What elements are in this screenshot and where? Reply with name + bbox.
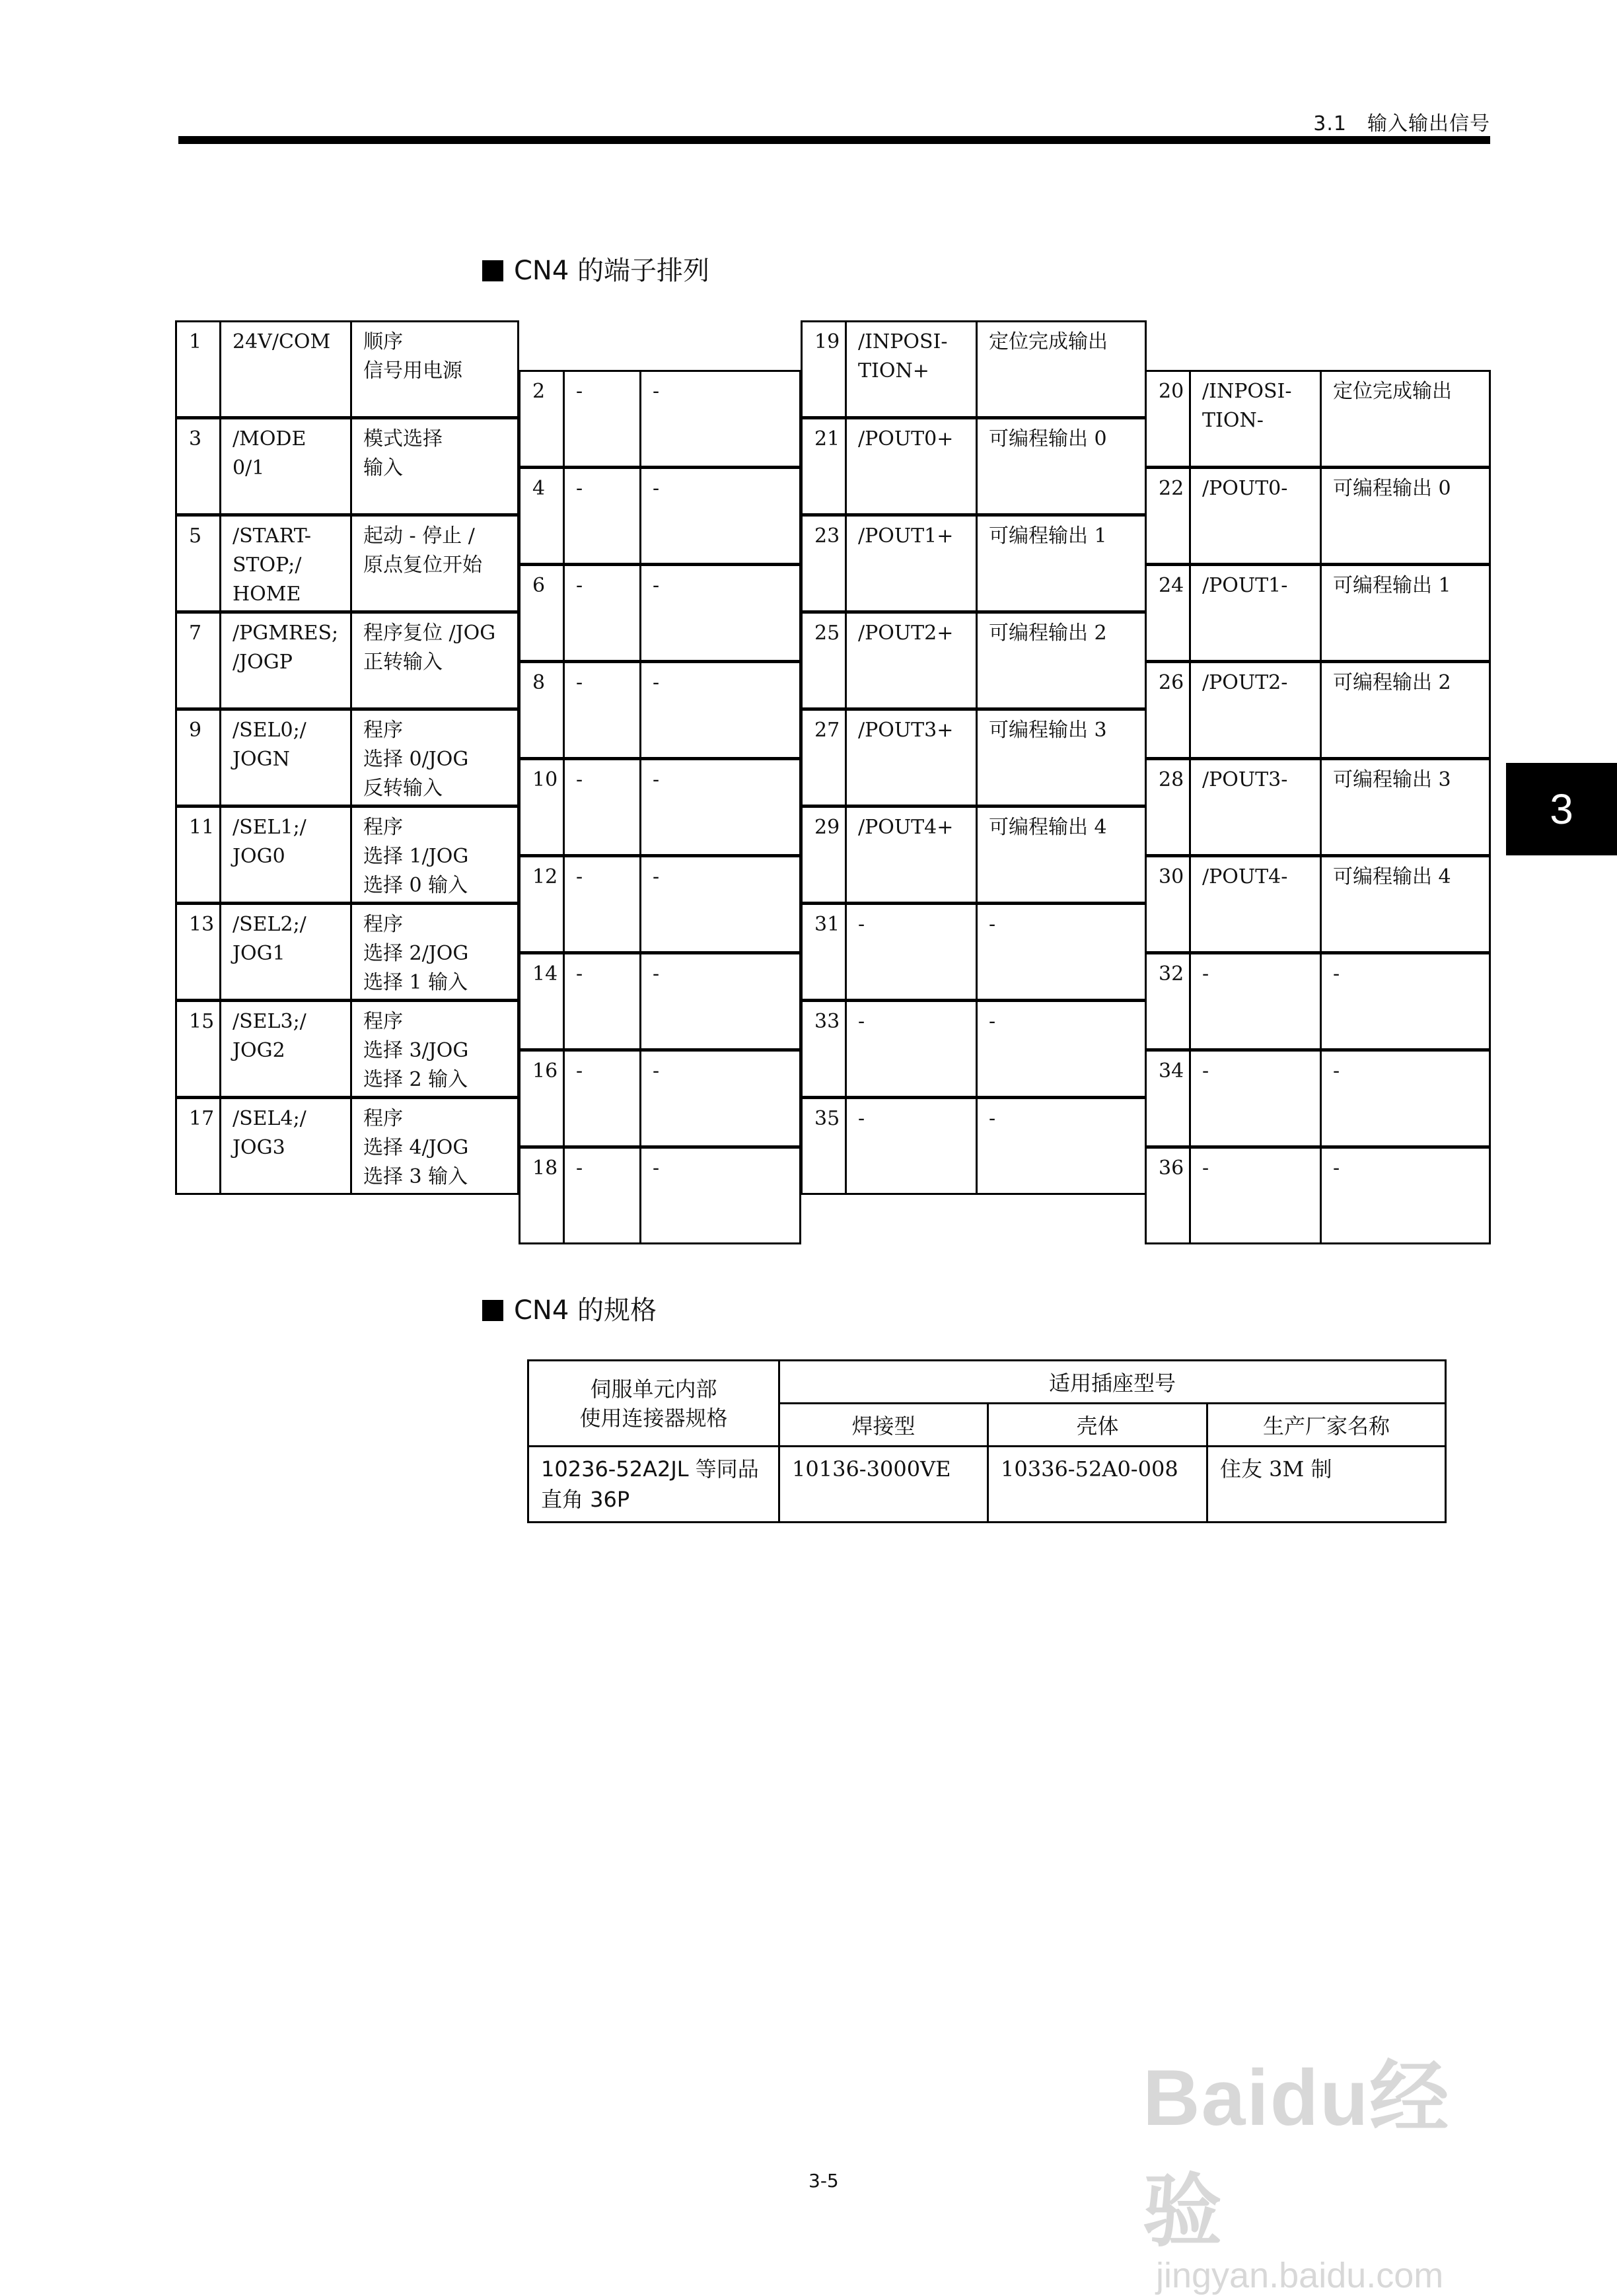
column-divider — [845, 905, 847, 999]
pin-function: - — [653, 574, 660, 597]
pin-function: 可编程输出 1 — [989, 524, 1107, 548]
pin-row — [1145, 855, 1491, 953]
pin-function: 定位完成输出 — [989, 330, 1108, 353]
pin-signal: /SEL4;/ JOG3 — [233, 1107, 306, 1159]
column-divider — [845, 419, 847, 513]
column-divider — [563, 857, 565, 951]
pin-signal: - — [858, 913, 865, 936]
pin-row — [519, 564, 801, 662]
pin-number: 16 — [532, 1059, 558, 1083]
column-divider — [563, 760, 565, 854]
pin-function: 定位完成输出 — [1333, 380, 1452, 403]
spec-header-connector: 伺服单元内部 使用连接器规格 — [528, 1361, 779, 1447]
column-divider — [1189, 663, 1191, 757]
pin-function: - — [989, 1010, 996, 1033]
pin-signal: /POUT1- — [1202, 574, 1288, 597]
column-divider — [219, 711, 221, 805]
pin-function: - — [653, 380, 660, 403]
pin-number: 2 — [532, 380, 546, 403]
spec-cell-shell: 10336-52A0-008 — [988, 1447, 1207, 1523]
column-divider — [219, 614, 221, 707]
section-title-pin-layout — [482, 250, 709, 287]
pin-number: 15 — [189, 1010, 215, 1033]
pin-row — [801, 417, 1147, 515]
pin-row — [1145, 1147, 1491, 1244]
pin-row — [519, 467, 801, 565]
pin-row — [519, 1050, 801, 1147]
pin-signal: /POUT2- — [1202, 671, 1288, 694]
column-divider — [1189, 1149, 1191, 1242]
pin-function: 程序复位 /JOG 正转输入 — [363, 622, 496, 674]
pin-function: - — [653, 477, 660, 500]
pin-signal: /POUT0+ — [858, 427, 954, 450]
pin-number: 6 — [532, 574, 546, 597]
pin-number: 17 — [189, 1107, 215, 1130]
pin-number: 21 — [814, 427, 840, 450]
pin-row — [519, 758, 801, 856]
section-title-text: CN4 的端子排列 — [514, 256, 710, 286]
pin-number: 13 — [189, 913, 215, 936]
pin-function: - — [1333, 1157, 1340, 1180]
pin-signal: /PGMRES; /JOGP — [233, 622, 339, 674]
pin-signal: - — [576, 574, 583, 597]
pin-number: 20 — [1159, 380, 1184, 403]
pin-number: 11 — [189, 816, 215, 839]
column-divider — [845, 711, 847, 805]
pin-row — [175, 1097, 519, 1195]
pin-number: 23 — [814, 524, 840, 548]
pin-signal: - — [576, 1059, 583, 1083]
column-divider — [1189, 857, 1191, 951]
pin-signal: /MODE 0/1 — [233, 427, 306, 480]
pin-row — [801, 612, 1147, 709]
spec-cell-connector: 10236-52A2JL 等同品 直角 36P — [528, 1447, 779, 1523]
pin-function: - — [653, 1157, 660, 1180]
pin-signal: /START- STOP;/ HOME — [233, 524, 312, 606]
pin-number: 19 — [814, 330, 840, 353]
pin-row — [801, 1097, 1147, 1195]
pin-row — [175, 612, 519, 709]
pin-row — [1145, 1050, 1491, 1147]
column-divider — [1189, 372, 1191, 466]
pin-number: 26 — [1159, 671, 1184, 694]
pin-number: 25 — [814, 622, 840, 645]
pin-signal: /SEL0;/ JOGN — [233, 719, 306, 771]
pin-number: 27 — [814, 719, 840, 742]
pin-number: 34 — [1159, 1059, 1184, 1083]
column-divider — [1189, 1052, 1191, 1145]
column-divider — [845, 1099, 847, 1193]
spec-header-maker: 生产厂家名称 — [1207, 1404, 1446, 1447]
pin-row — [1145, 370, 1491, 468]
watermark — [1143, 2034, 1513, 2295]
column-divider — [563, 954, 565, 1048]
pin-signal: - — [858, 1107, 865, 1130]
table-row — [528, 1447, 1446, 1523]
pin-signal: /POUT2+ — [858, 622, 954, 645]
pin-number: 28 — [1159, 768, 1184, 791]
pin-function: 起动 - 停止 / 原点复位开始 — [363, 524, 482, 577]
pin-function: - — [1333, 1059, 1340, 1083]
pin-function: 程序 选择 0/JOG 反转输入 — [363, 719, 469, 800]
pin-signal: - — [576, 671, 583, 694]
pin-signal: - — [576, 380, 583, 403]
running-header: 3.1 输入输出信号 — [1313, 112, 1490, 135]
column-divider — [1189, 954, 1191, 1048]
pin-row — [1145, 467, 1491, 565]
pin-number: 14 — [532, 962, 558, 986]
pin-function: 程序 选择 2/JOG 选择 1 输入 — [363, 913, 469, 994]
pin-function: 可编程输出 1 — [1333, 574, 1451, 597]
pin-number: 12 — [532, 865, 558, 888]
pin-number: 5 — [189, 524, 202, 548]
pin-signal: - — [576, 768, 583, 791]
pin-number: 29 — [814, 816, 840, 839]
pin-signal: /POUT3- — [1202, 768, 1288, 791]
column-divider — [845, 322, 847, 416]
column-divider — [563, 566, 565, 660]
spec-header-shell: 壳体 — [988, 1404, 1207, 1447]
pin-function: - — [653, 1059, 660, 1083]
pin-function: 可编程输出 4 — [989, 816, 1107, 839]
pin-function: 可编程输出 0 — [1333, 477, 1451, 500]
pin-signal: - — [858, 1010, 865, 1033]
pin-row — [519, 1147, 801, 1244]
pin-number: 32 — [1159, 962, 1184, 986]
pin-number: 31 — [814, 913, 840, 936]
pin-number: 22 — [1159, 477, 1184, 500]
pin-function: 顺序 信号用电源 — [363, 330, 462, 382]
pin-signal: - — [576, 865, 583, 888]
pin-function: - — [653, 962, 660, 986]
column-divider — [219, 1002, 221, 1096]
pin-row — [1145, 661, 1491, 759]
spec-cell-solder: 10136-3000VE — [779, 1447, 988, 1523]
pin-number: 30 — [1159, 865, 1184, 888]
pin-signal: /INPOSI- TION+ — [858, 330, 948, 382]
column-divider — [1189, 566, 1191, 660]
pin-number: 9 — [189, 719, 202, 742]
section-title-text: CN4 的规格 — [514, 1295, 657, 1326]
column-divider — [219, 905, 221, 999]
column-divider — [563, 469, 565, 563]
column-divider — [563, 372, 565, 466]
pin-row — [175, 417, 519, 515]
square-bullet-icon — [482, 260, 503, 281]
pin-function: 可编程输出 2 — [1333, 671, 1451, 694]
column-divider — [219, 419, 221, 513]
pin-function: - — [653, 671, 660, 694]
pin-function: 可编程输出 4 — [1333, 865, 1451, 888]
spec-header-group: 适用插座型号 — [779, 1361, 1446, 1404]
pin-function: - — [989, 913, 996, 936]
pin-number: 7 — [189, 622, 202, 645]
pin-row — [801, 1000, 1147, 1098]
pin-signal: /POUT4+ — [858, 816, 954, 839]
pin-signal: /POUT3+ — [858, 719, 954, 742]
pin-function: 可编程输出 2 — [989, 622, 1107, 645]
pin-row — [175, 1000, 519, 1098]
column-divider — [219, 1099, 221, 1193]
column-divider — [219, 808, 221, 902]
column-divider — [1189, 469, 1191, 563]
pin-function: 程序 选择 1/JOG 选择 0 输入 — [363, 816, 469, 897]
pin-row — [519, 952, 801, 1050]
pin-function: 程序 选择 3/JOG 选择 2 输入 — [363, 1010, 469, 1091]
pin-row — [801, 709, 1147, 807]
pin-signal: /SEL2;/ JOG1 — [233, 913, 306, 965]
chapter-tab: 3 — [1506, 763, 1617, 855]
pin-row — [1145, 952, 1491, 1050]
column-divider — [845, 808, 847, 902]
column-divider — [845, 517, 847, 610]
pin-number: 33 — [814, 1010, 840, 1033]
spec-cell-maker: 住友 3M 制 — [1207, 1447, 1446, 1523]
column-divider — [845, 1002, 847, 1096]
pin-function: 模式选择 输入 — [363, 427, 443, 480]
pin-number: 24 — [1159, 574, 1184, 597]
column-divider — [563, 1052, 565, 1145]
page-number: 3-5 — [808, 2170, 839, 2192]
pin-row — [175, 806, 519, 904]
header-rule — [178, 136, 1490, 144]
pin-number: 8 — [532, 671, 546, 694]
watermark-logo: Baidu经验 — [1143, 2054, 1451, 2256]
pin-function: - — [653, 865, 660, 888]
pin-signal: /POUT4- — [1202, 865, 1288, 888]
spec-header-solder: 焊接型 — [779, 1404, 988, 1447]
watermark-url: jingyan.baidu.com — [1156, 2256, 1444, 2295]
pin-signal: 24V/COM — [233, 330, 331, 353]
pin-row — [519, 855, 801, 953]
column-divider — [845, 614, 847, 707]
pin-signal: - — [576, 477, 583, 500]
pin-row — [175, 709, 519, 807]
column-divider — [1189, 760, 1191, 854]
pin-function: 可编程输出 0 — [989, 427, 1107, 450]
pin-row — [519, 661, 801, 759]
pin-signal: - — [1202, 1157, 1209, 1180]
spec-table — [527, 1359, 1447, 1523]
column-divider — [563, 1149, 565, 1242]
pin-function: 可编程输出 3 — [989, 719, 1107, 742]
pin-number: 18 — [532, 1157, 558, 1180]
pin-function: - — [1333, 962, 1340, 986]
pin-row — [175, 515, 519, 612]
pin-row — [519, 370, 801, 468]
pin-signal: /POUT0- — [1202, 477, 1288, 500]
pin-function: 可编程输出 3 — [1333, 768, 1451, 791]
pin-signal: /SEL1;/ JOG0 — [233, 816, 306, 868]
pin-number: 3 — [189, 427, 202, 450]
pin-function: - — [989, 1107, 996, 1130]
section-title-spec — [482, 1289, 657, 1327]
pin-row — [801, 515, 1147, 612]
pin-number: 36 — [1159, 1157, 1184, 1180]
pin-row — [801, 903, 1147, 1001]
pin-signal: - — [576, 1157, 583, 1180]
pin-signal: /INPOSI- TION- — [1202, 380, 1292, 432]
pin-number: 35 — [814, 1107, 840, 1130]
pin-number: 4 — [532, 477, 546, 500]
pin-row — [175, 903, 519, 1001]
pin-row — [175, 320, 519, 418]
pin-row — [1145, 564, 1491, 662]
column-divider — [219, 517, 221, 610]
pin-row — [801, 320, 1147, 418]
pin-function: - — [653, 768, 660, 791]
pin-signal: /POUT1+ — [858, 524, 954, 548]
pin-number: 10 — [532, 768, 558, 791]
pin-signal: /SEL3;/ JOG2 — [233, 1010, 306, 1062]
square-bullet-icon — [482, 1300, 503, 1321]
pin-signal: - — [576, 962, 583, 986]
pin-signal: - — [1202, 962, 1209, 986]
pin-number: 1 — [189, 330, 202, 353]
pin-row — [801, 806, 1147, 904]
column-divider — [563, 663, 565, 757]
pin-function: 程序 选择 4/JOG 选择 3 输入 — [363, 1107, 469, 1188]
column-divider — [219, 322, 221, 416]
pin-signal: - — [1202, 1059, 1209, 1083]
pin-row — [1145, 758, 1491, 856]
